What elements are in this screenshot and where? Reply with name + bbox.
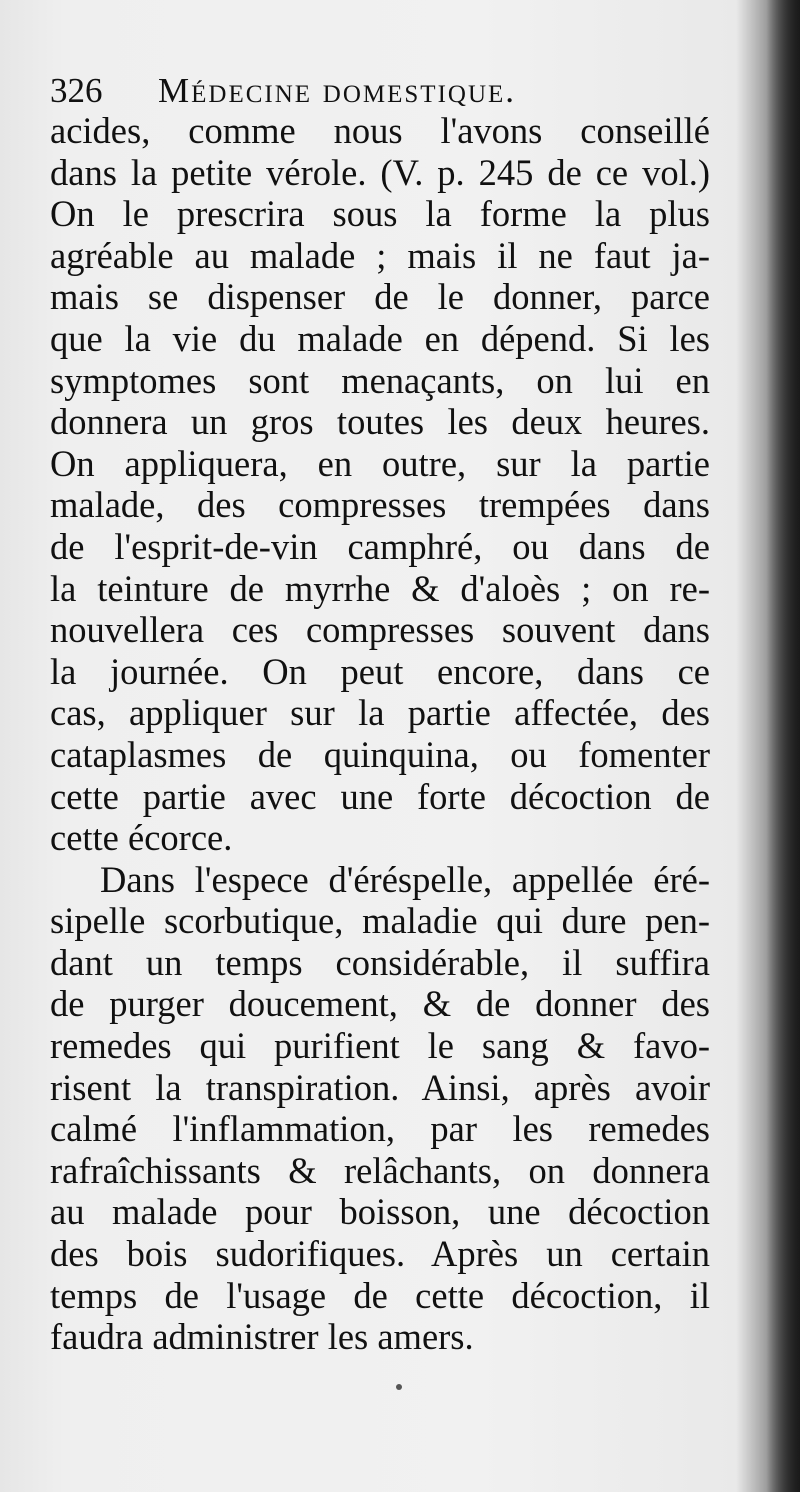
text-line: cas, appliquer sur la partie affectée, des [50,692,710,734]
text-line: On appliquera, en outre, sur la partie [50,442,710,484]
text-line: dans la petite vérole. (V. p. 245 de ce vol.) [50,151,710,193]
text-line: cette partie avec une forte décoction de [50,775,710,817]
text-line: de purger doucement, & de donner des [50,983,710,1025]
text-line: risent la transpiration. Ainsi, après avoir [50,1066,710,1108]
ink-spot [396,1384,402,1390]
text-line: cette écorce. [50,817,233,859]
text-line: faudra administrer les amers. [50,1316,474,1358]
text-line: On le prescrira sous la forme la plus [50,193,710,235]
text-line: dant un temps considérable, il suffira [50,941,710,983]
text-line: cataplasmes de quinquina, ou fomenter [50,733,710,775]
text-line: sipelle scorbutique, maladie qui dure pen- [50,900,710,942]
text-line: la journée. On peut encore, dans ce [50,650,710,692]
text-line: Dans l'espece d'éréspelle, appellée éré- [100,858,710,900]
text-line: que la vie du malade en dépend. Si les [50,317,710,359]
text-line: de l'esprit-de-vin camphré, ou dans de [50,525,710,567]
text-line: donnera un gros toutes les deux heures. [50,401,710,443]
text-line: temps de l'usage de cette décoction, il [50,1274,710,1316]
text-line: calmé l'inflammation, par les remedes [50,1108,710,1150]
running-title: Médecine domestique. [158,71,517,110]
text-line: mais se dispenser de le donner, parce [50,276,710,318]
text-line: des bois sudorifiques. Après un certain [50,1233,710,1275]
text-line: la teinture de myrrhe & d'aloès ; on re- [50,567,710,609]
text-line: agréable au malade ; mais il ne faut ja- [50,234,710,276]
text-line: malade, des compresses trempées dans [50,484,710,526]
book-spine-shadow [766,0,800,1492]
page-number: 326 [50,71,103,110]
page-header [50,66,730,116]
text-line: rafraîchissants & relâchants, on donnera [50,1149,710,1191]
text-line: symptomes sont menaçants, on lui en [50,359,710,401]
text-line: au malade pour boisson, une décoction [50,1191,710,1233]
text-line: nouvellera ces compresses souvent dans [50,609,710,651]
text-line: remedes qui purifient le sang & favo- [50,1025,710,1067]
body-text [50,110,710,1358]
text-line: acides, comme nous l'avons conseillé [50,110,710,151]
